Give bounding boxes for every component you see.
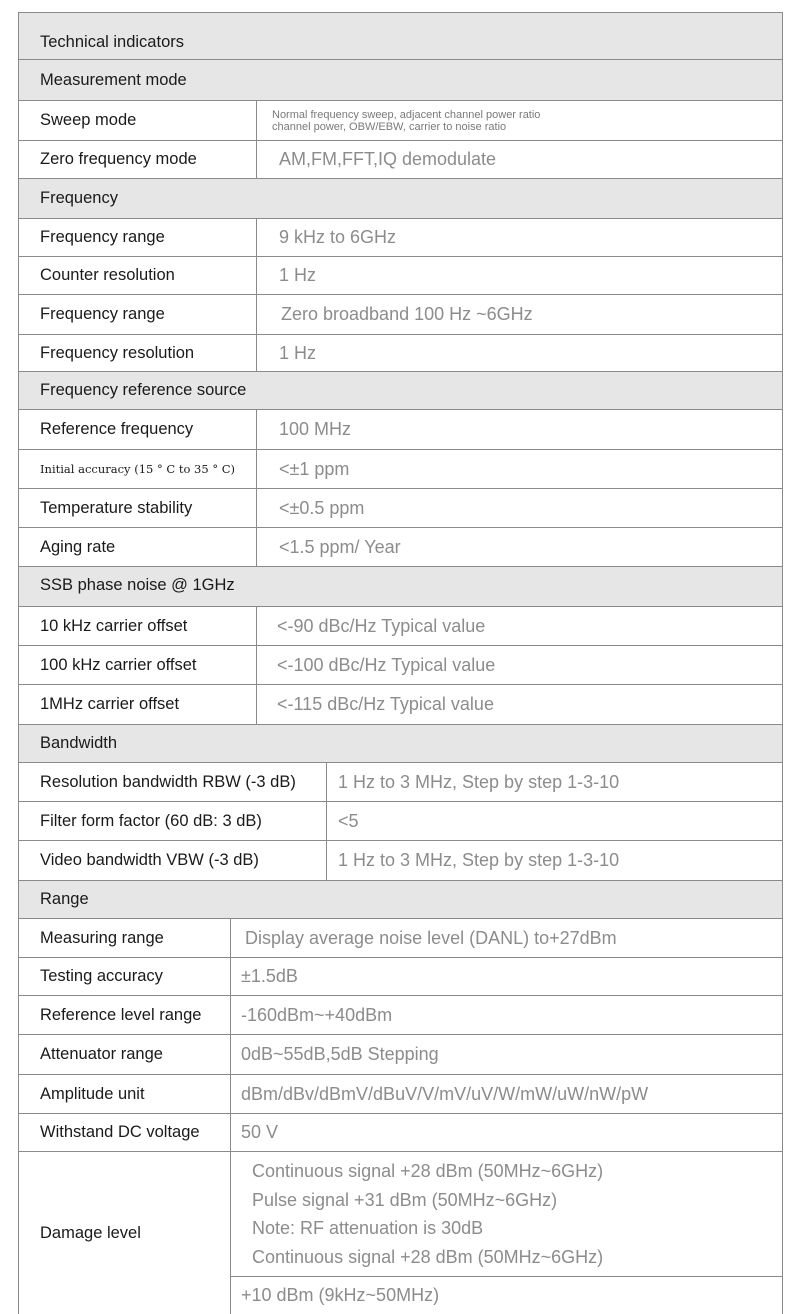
table-row [18,409,783,449]
row-value: <±0.5 ppm [279,497,365,518]
row-value: 1 Hz to 3 MHz, Step by step 1-3-10 [338,850,620,870]
damage-line: Note: RF attenuation is 30dB [252,1218,484,1238]
table-row [18,294,783,334]
table-title [18,12,783,59]
table-row [18,1034,783,1074]
title-text: Technical indicators [40,33,184,51]
section-heading: SSB phase noise @ 1GHz [40,576,235,594]
table-row [18,488,783,527]
row-value: AM,FM,FFT,IQ demodulate [279,149,497,169]
row-label: Initial accuracy (15 ° C to 35 ° C) [19,450,257,488]
row-value: <-115 dBc/Hz Typical value [277,694,494,714]
table-row [18,100,783,140]
table-row [18,1074,783,1113]
section-heading: Bandwidth [40,734,118,752]
table-row [18,140,783,178]
table-row [18,918,783,957]
row-label: Temperature stability [19,489,257,527]
damage-lines [231,1152,782,1276]
row-value: 1 Hz [279,265,317,285]
table-row [18,606,783,645]
row-value: 100 MHz [279,419,352,439]
row-label: Resolution bandwidth RBW (-3 dB) [19,763,327,801]
row-value: -160dBm~+40dBm [241,1004,393,1025]
row-label: Frequency range [19,295,257,334]
row-label: Frequency range [19,219,257,256]
section-reference [18,371,783,409]
sweep-value-line2: channel power, OBW/EBW, carrier to noise ratio [272,120,507,133]
table-row [18,840,783,880]
sweep-value-line1: Normal frequency sweep, adjacent channel power ratio [272,108,541,121]
table-row [18,762,783,801]
row-label: Reference level range [19,996,231,1034]
row-value: <-100 dBc/Hz Typical value [277,654,496,675]
table-row [18,684,783,724]
row-label: Testing accuracy [19,958,231,995]
row-label: Frequency resolution [19,335,257,371]
table-row [18,957,783,995]
damage-line: Continuous signal +28 dBm (50MHz~6GHz) [252,1246,604,1267]
row-label: Filter form factor (60 dB: 3 dB) [19,802,327,840]
row-value: ±1.5dB [241,966,298,986]
row-value: dBm/dBv/dBmV/dBuV/V/mV/uV/W/mW/uW/nW/pW [241,1083,649,1104]
row-label: Video bandwidth VBW (-3 dB) [19,841,327,880]
section-frequency [18,178,783,218]
damage-line: Pulse signal +31 dBm (50MHz~6GHz) [252,1189,558,1210]
row-label: 1MHz carrier offset [19,685,257,724]
table-row [18,1113,783,1151]
damage-line: Continuous signal +28 dBm (50MHz~6GHz) [252,1161,604,1181]
row-value: 50 V [241,1122,279,1142]
table-row [18,527,783,566]
section-heading: Frequency [40,189,118,207]
section-heading: Frequency reference source [40,381,247,399]
row-value: +10 dBm (9kHz~50MHz) [241,1285,440,1305]
row-label: Measuring range [19,919,231,957]
row-label: Withstand DC voltage [19,1114,231,1151]
row-value [257,101,782,140]
table-row [18,218,783,256]
row-value: <5 [338,810,359,831]
row-value: <1.5 ppm/ Year [279,536,401,557]
row-label: Aging rate [19,528,257,566]
row-value: Zero broadband 100 Hz ~6GHz [281,304,533,324]
section-heading: Range [40,890,89,908]
row-label: Zero frequency mode [19,141,257,178]
row-value: 9 kHz to 6GHz [279,227,397,247]
table-row [18,995,783,1034]
row-value: Display average noise level (DANL) to+27dBm [245,927,617,948]
row-label: Damage level [19,1152,231,1314]
table-row [18,801,783,840]
row-value: 0dB~55dB,5dB Stepping [241,1044,439,1064]
table-row [18,334,783,371]
section-phase-noise [18,566,783,606]
table-row [18,645,783,684]
section-range [18,880,783,918]
row-value: <-90 dBc/Hz Typical value [277,615,486,636]
section-heading: Measurement mode [40,70,187,89]
row-label: Reference frequency [19,410,257,449]
row-label: Amplitude unit [19,1075,231,1113]
row-label: Sweep mode [19,101,257,140]
row-value: 1 Hz to 3 MHz, Step by step 1-3-10 [338,771,620,792]
row-value: 1 Hz [279,342,317,363]
damage-level-row [18,1151,783,1314]
section-bandwidth [18,724,783,762]
row-value: <±1 ppm [279,458,350,479]
row-label: Counter resolution [19,257,257,294]
section-measurement-mode [18,59,783,100]
damage-values [231,1152,782,1276]
table-row [18,449,783,488]
row-label: 10 kHz carrier offset [19,607,257,645]
row-label: 100 kHz carrier offset [19,646,257,684]
row-label: Attenuator range [19,1035,231,1074]
table-row [18,256,783,294]
